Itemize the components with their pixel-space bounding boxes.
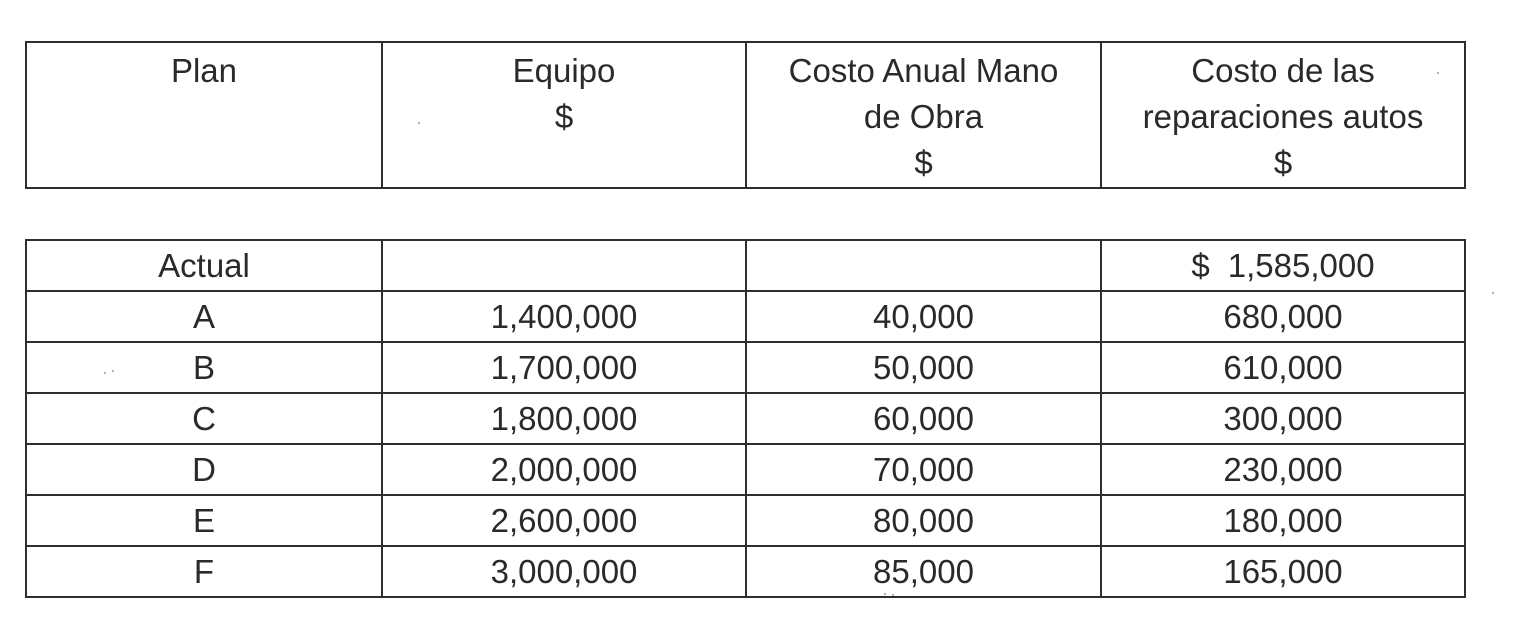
header-costo-reparaciones — [1101, 42, 1465, 188]
cell-reparaciones: 165,000 — [1101, 546, 1465, 597]
cell-mano-obra: 40,000 — [746, 291, 1101, 342]
header-costo-mano-obra-unit: $ — [914, 144, 933, 181]
header-row — [26, 42, 1465, 188]
scan-speck — [884, 593, 886, 595]
table-row — [26, 393, 1465, 444]
cell-mano-obra: 50,000 — [746, 342, 1101, 393]
cell-reparaciones: 230,000 — [1101, 444, 1465, 495]
cell-plan: A — [26, 291, 382, 342]
header-equipo-label: Equipo — [512, 52, 616, 89]
cell-plan: B — [26, 342, 382, 393]
scan-speck — [1437, 72, 1439, 74]
cell-equipo: 1,400,000 — [382, 291, 746, 342]
cell-reparaciones: 680,000 — [1101, 291, 1465, 342]
header-costo-reparaciones-line2: reparaciones autos — [1142, 98, 1424, 135]
cell-mano-obra: 60,000 — [746, 393, 1101, 444]
table-row — [26, 240, 1465, 291]
dollar-prefix: $ — [1191, 246, 1210, 284]
cell-equipo — [382, 240, 746, 291]
header-equipo — [382, 42, 746, 188]
cell-mano-obra — [746, 240, 1101, 291]
cell-reparaciones — [1101, 240, 1465, 291]
header-equipo-unit: $ — [554, 98, 574, 135]
cell-reparaciones: 610,000 — [1101, 342, 1465, 393]
cell-plan: D — [26, 444, 382, 495]
table-row — [26, 444, 1465, 495]
cell-plan: F — [26, 546, 382, 597]
cell-equipo: 2,000,000 — [382, 444, 746, 495]
cell-reparaciones: 180,000 — [1101, 495, 1465, 546]
cell-equipo: 1,700,000 — [382, 342, 746, 393]
cell-reparaciones: 300,000 — [1101, 393, 1465, 444]
header-costo-mano-obra — [746, 42, 1101, 188]
header-costo-reparaciones-line1: Costo de las — [1191, 52, 1375, 89]
scan-speck — [1492, 292, 1494, 294]
cell-mano-obra: 80,000 — [746, 495, 1101, 546]
cell-plan: C — [26, 393, 382, 444]
scan-speck — [892, 594, 894, 596]
header-costo-mano-obra-line2: de Obra — [863, 98, 984, 135]
header-plan-label: Plan — [170, 52, 238, 89]
header-plan — [26, 42, 382, 188]
table-row — [26, 342, 1465, 393]
cell-plan: Actual — [26, 240, 382, 291]
scan-speck — [112, 370, 114, 372]
header-table — [25, 41, 1466, 189]
table-row — [26, 291, 1465, 342]
cell-mano-obra: 85,000 — [746, 546, 1101, 597]
scan-speck — [418, 122, 420, 124]
cell-equipo: 3,000,000 — [382, 546, 746, 597]
cell-mano-obra: 70,000 — [746, 444, 1101, 495]
cell-reparaciones-value: 1,585,000 — [1227, 246, 1375, 284]
cell-equipo: 2,600,000 — [382, 495, 746, 546]
header-costo-mano-obra-line1: Costo Anual Mano — [788, 52, 1059, 89]
data-table — [25, 239, 1466, 598]
header-costo-reparaciones-unit: $ — [1273, 144, 1293, 181]
table-row — [26, 546, 1465, 597]
table-row — [26, 495, 1465, 546]
scan-speck — [104, 372, 106, 374]
cell-plan: E — [26, 495, 382, 546]
cell-equipo: 1,800,000 — [382, 393, 746, 444]
